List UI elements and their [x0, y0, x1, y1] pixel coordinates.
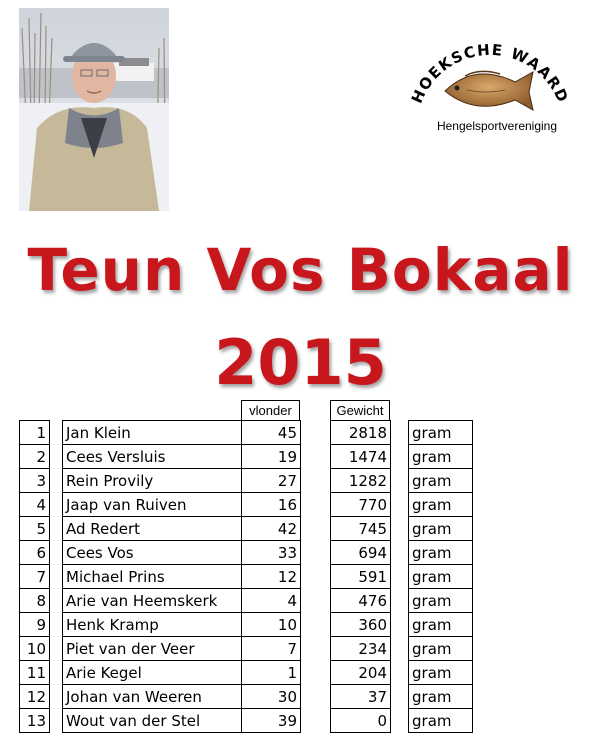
unit-cell: gram	[409, 541, 473, 565]
header-vlonder: vlonder	[241, 400, 300, 420]
table-row	[409, 661, 473, 685]
rank-cell: 1	[20, 421, 50, 445]
vlonder-cell: 4	[242, 589, 301, 613]
participant-name: Rein Provily	[63, 469, 242, 493]
table-row	[409, 709, 473, 733]
table-row	[331, 709, 391, 733]
table-row	[20, 661, 50, 685]
weight-cell: 770	[331, 493, 391, 517]
table-row	[63, 709, 301, 733]
table-row	[331, 541, 391, 565]
unit-column	[408, 420, 473, 733]
table-row	[63, 589, 301, 613]
weight-cell: 234	[331, 637, 391, 661]
table-row	[331, 469, 391, 493]
table-row	[409, 493, 473, 517]
participant-name: Henk Kramp	[63, 613, 242, 637]
table-row	[409, 517, 473, 541]
vlonder-cell: 42	[242, 517, 301, 541]
rank-cell: 11	[20, 661, 50, 685]
vlonder-cell: 27	[242, 469, 301, 493]
rank-cell: 7	[20, 565, 50, 589]
table-row	[331, 685, 391, 709]
table-row	[20, 685, 50, 709]
table-row	[409, 421, 473, 445]
table-row	[20, 445, 50, 469]
unit-cell: gram	[409, 637, 473, 661]
unit-cell: gram	[409, 613, 473, 637]
logo-subtitle: Hengelsportvereniging	[436, 119, 558, 133]
participant-name: Arie Kegel	[63, 661, 242, 685]
table-row	[331, 613, 391, 637]
portrait-photo	[19, 8, 169, 211]
participant-name: Jan Klein	[63, 421, 242, 445]
table-row	[63, 493, 301, 517]
weight-cell: 204	[331, 661, 391, 685]
rank-cell: 12	[20, 685, 50, 709]
vlonder-cell: 1	[242, 661, 301, 685]
table-row	[409, 565, 473, 589]
vlonder-cell: 19	[242, 445, 301, 469]
header-gewicht: Gewicht	[330, 400, 390, 420]
weight-cell: 591	[331, 565, 391, 589]
participant-table	[62, 420, 301, 733]
unit-cell: gram	[409, 517, 473, 541]
vlonder-cell: 30	[242, 685, 301, 709]
table-row	[331, 445, 391, 469]
participant-name: Cees Versluis	[63, 445, 242, 469]
table-row	[409, 637, 473, 661]
weight-cell: 694	[331, 541, 391, 565]
unit-cell: gram	[409, 589, 473, 613]
weight-column	[330, 420, 391, 733]
table-row	[409, 589, 473, 613]
rank-cell: 3	[20, 469, 50, 493]
participant-name: Jaap van Ruiven	[63, 493, 242, 517]
table-row	[331, 421, 391, 445]
unit-cell: gram	[409, 565, 473, 589]
table-row	[409, 613, 473, 637]
table-row	[63, 469, 301, 493]
table-row	[63, 517, 301, 541]
unit-cell: gram	[409, 445, 473, 469]
rank-cell: 13	[20, 709, 50, 733]
table-row	[20, 493, 50, 517]
unit-cell: gram	[409, 709, 473, 733]
unit-cell: gram	[409, 685, 473, 709]
vlonder-cell: 39	[242, 709, 301, 733]
table-row	[20, 613, 50, 637]
table-row	[20, 517, 50, 541]
table-row	[63, 661, 301, 685]
vlonder-cell: 10	[242, 613, 301, 637]
participant-name: Cees Vos	[63, 541, 242, 565]
table-row	[409, 445, 473, 469]
table-row	[63, 613, 301, 637]
table-row	[331, 637, 391, 661]
weight-cell: 476	[331, 589, 391, 613]
table-row	[20, 469, 50, 493]
rank-cell: 10	[20, 637, 50, 661]
vlonder-cell: 16	[242, 493, 301, 517]
rank-cell: 6	[20, 541, 50, 565]
page-year: 2015	[214, 326, 387, 399]
participant-name: Arie van Heemskerk	[63, 589, 242, 613]
table-row	[20, 709, 50, 733]
participant-name: Johan van Weeren	[63, 685, 242, 709]
table-row	[20, 589, 50, 613]
table-row	[20, 541, 50, 565]
table-row	[63, 637, 301, 661]
fish-icon	[445, 71, 533, 110]
logo-arc-text: HOEKSCHE WAARD	[407, 40, 573, 107]
unit-cell: gram	[409, 469, 473, 493]
rank-cell: 8	[20, 589, 50, 613]
rank-cell: 9	[20, 613, 50, 637]
table-row	[409, 541, 473, 565]
weight-cell: 1474	[331, 445, 391, 469]
unit-cell: gram	[409, 421, 473, 445]
vlonder-cell: 45	[242, 421, 301, 445]
weight-cell: 2818	[331, 421, 391, 445]
table-row	[20, 421, 50, 445]
table-row	[331, 661, 391, 685]
table-row	[63, 421, 301, 445]
unit-cell: gram	[409, 493, 473, 517]
weight-cell: 745	[331, 517, 391, 541]
page-title: Teun Vos Bokaal	[27, 236, 574, 304]
vlonder-cell: 7	[242, 637, 301, 661]
club-logo	[405, 24, 575, 136]
table-row	[409, 469, 473, 493]
weight-cell: 37	[331, 685, 391, 709]
table-row	[20, 565, 50, 589]
table-row	[63, 541, 301, 565]
weight-cell: 0	[331, 709, 391, 733]
rank-column	[19, 420, 50, 733]
table-row	[331, 517, 391, 541]
participant-name: Wout van der Stel	[63, 709, 242, 733]
table-row	[331, 589, 391, 613]
table-row	[409, 685, 473, 709]
weight-cell: 360	[331, 613, 391, 637]
rank-cell: 4	[20, 493, 50, 517]
weight-cell: 1282	[331, 469, 391, 493]
table-row	[331, 565, 391, 589]
rank-cell: 5	[20, 517, 50, 541]
table-row	[63, 565, 301, 589]
table-row	[20, 637, 50, 661]
participant-name: Ad Redert	[63, 517, 242, 541]
unit-cell: gram	[409, 661, 473, 685]
vlonder-cell: 33	[242, 541, 301, 565]
table-row	[63, 445, 301, 469]
table-row	[331, 493, 391, 517]
table-row	[63, 685, 301, 709]
vlonder-cell: 12	[242, 565, 301, 589]
participant-name: Michael Prins	[63, 565, 242, 589]
rank-cell: 2	[20, 445, 50, 469]
participant-name: Piet van der Veer	[63, 637, 242, 661]
